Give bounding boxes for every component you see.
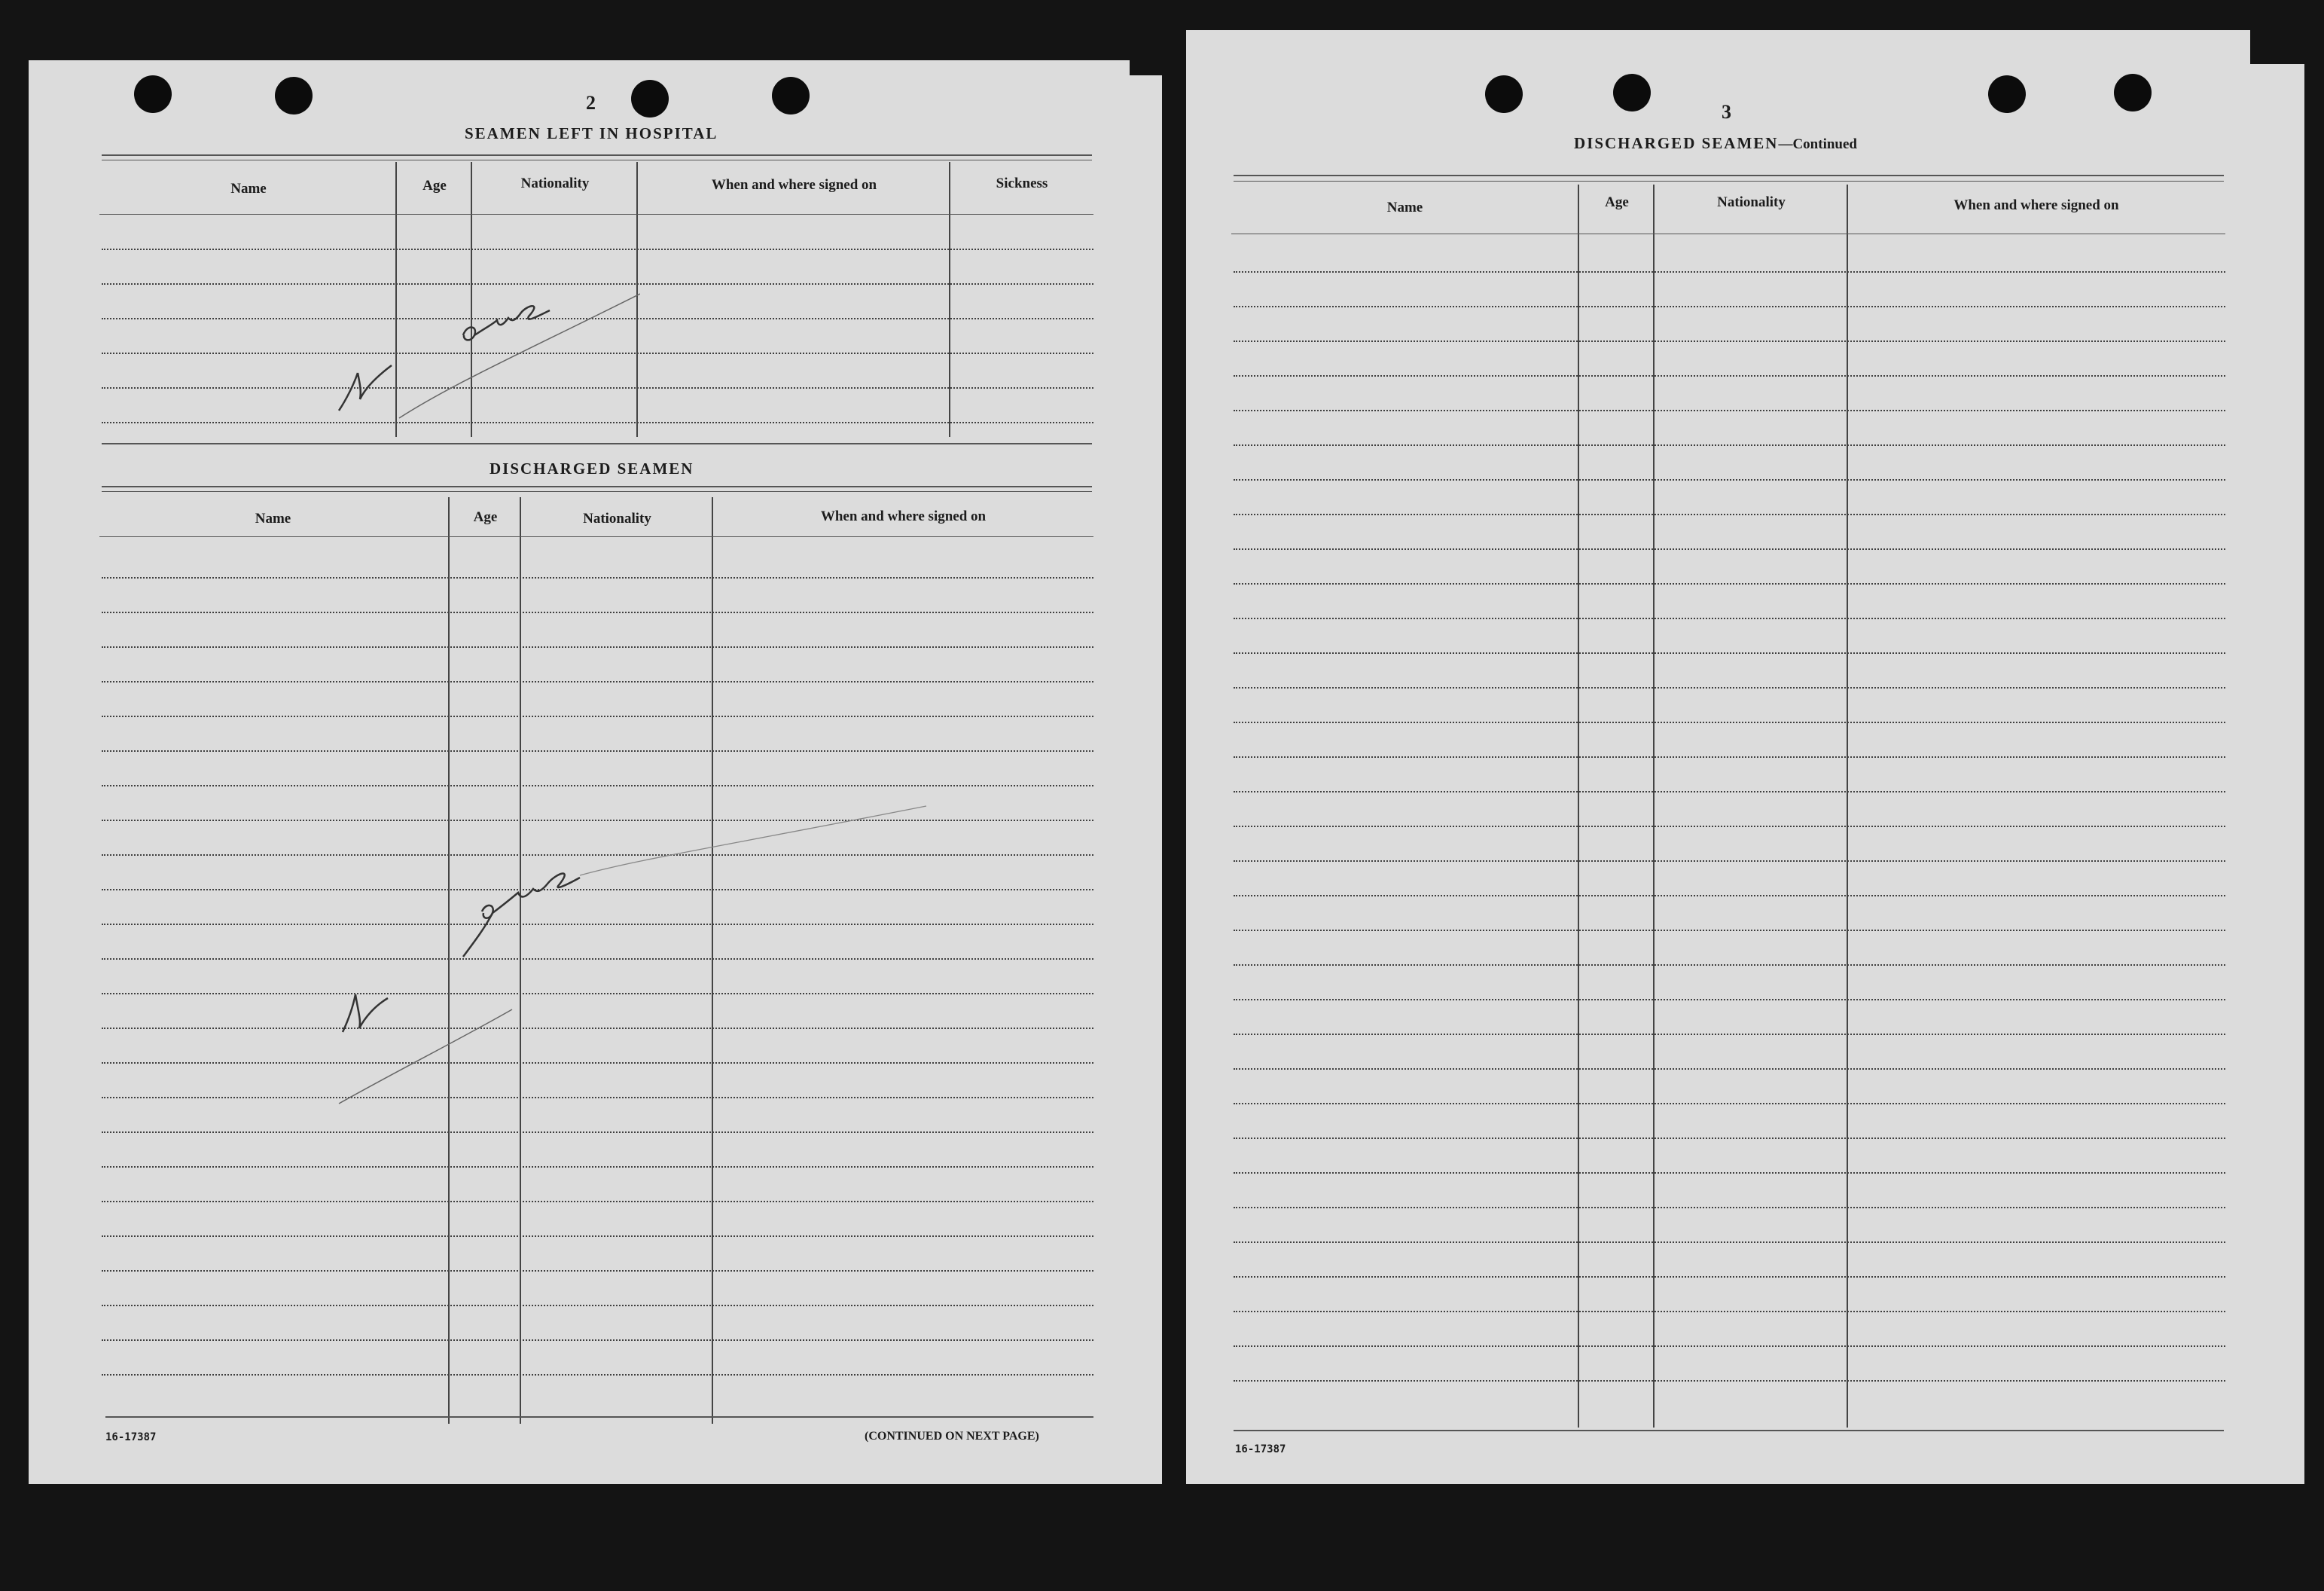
column-divider <box>395 162 397 437</box>
table-row <box>102 993 1093 994</box>
table-row <box>1234 271 2225 273</box>
punch-hole <box>631 80 669 118</box>
table-row <box>1234 1276 2225 1278</box>
table-rule <box>102 491 1092 492</box>
discharged-header-age: Age <box>473 509 498 525</box>
header-underline <box>99 214 1093 215</box>
discharged-header-name: Name <box>255 511 291 527</box>
table-rule <box>102 486 1092 487</box>
table-row <box>1234 756 2225 758</box>
page-number-right: 3 <box>1722 101 1731 123</box>
table-row <box>1234 652 2225 654</box>
hospital-header-age: Age <box>422 178 447 194</box>
table-row <box>102 1339 1093 1341</box>
table-row <box>1234 618 2225 619</box>
table-row <box>1234 1311 2225 1312</box>
column-divider <box>520 497 521 1424</box>
table-row <box>1234 1172 2225 1174</box>
table-row <box>1234 583 2225 585</box>
punch-hole <box>134 75 172 113</box>
table-row <box>102 646 1093 648</box>
column-divider <box>712 497 713 1424</box>
discharged-section-title: DISCHARGED SEAMEN <box>490 460 694 478</box>
punch-hole <box>1988 75 2026 113</box>
continued-note: (CONTINUED ON NEXT PAGE) <box>865 1430 1039 1443</box>
punch-hole <box>1485 75 1523 113</box>
table-row <box>1234 930 2225 931</box>
column-divider <box>471 162 472 437</box>
table-row <box>102 1062 1093 1064</box>
table-rule <box>102 154 1092 156</box>
table-row <box>102 854 1093 856</box>
table-row <box>102 889 1093 890</box>
discharged-header-nationality: Nationality <box>583 511 651 527</box>
right-header-nationality: Nationality <box>1717 194 1786 210</box>
form-number-left: 16-17387 <box>105 1431 157 1443</box>
column-divider <box>949 162 950 437</box>
table-row <box>1234 999 2225 1000</box>
table-row <box>1234 444 2225 446</box>
table-row <box>1234 895 2225 896</box>
right-header-age: Age <box>1605 194 1629 210</box>
title-suffix: —Continued <box>1778 136 1857 152</box>
table-row <box>102 318 1093 319</box>
table-row <box>1234 791 2225 792</box>
table-row <box>1234 860 2225 862</box>
table-row <box>102 1374 1093 1376</box>
table-row <box>1234 1241 2225 1243</box>
table-row <box>102 422 1093 423</box>
table-row <box>1234 1380 2225 1382</box>
page-tear <box>1130 45 1167 75</box>
table-rule <box>102 443 1092 444</box>
table-row <box>102 1201 1093 1202</box>
punch-hole <box>2114 74 2152 111</box>
column-divider <box>636 162 638 437</box>
discharged-continued-title <box>1574 134 1857 153</box>
header-underline <box>99 536 1093 537</box>
punch-hole <box>1613 74 1651 111</box>
table-row <box>1234 964 2225 966</box>
hospital-section-title: SEAMEN LEFT IN HOSPITAL <box>465 124 718 142</box>
table-row <box>1234 514 2225 515</box>
table-row <box>102 1235 1093 1237</box>
table-row <box>102 612 1093 613</box>
table-rule <box>105 1416 1093 1418</box>
table-row <box>102 924 1093 925</box>
table-row <box>102 820 1093 821</box>
table-row <box>102 1028 1093 1029</box>
table-row <box>102 681 1093 683</box>
table-row <box>102 249 1093 250</box>
table-row <box>1234 1103 2225 1104</box>
discharged-header-signed-on: When and where signed on <box>820 508 987 524</box>
table-row <box>102 1305 1093 1306</box>
page-number-left: 2 <box>586 92 596 114</box>
table-rule <box>1234 181 2224 182</box>
table-row <box>102 283 1093 285</box>
table-row <box>1234 1034 2225 1035</box>
table-row <box>102 387 1093 389</box>
punch-hole <box>772 77 810 115</box>
table-rule <box>1234 175 2224 176</box>
table-row <box>1234 479 2225 481</box>
table-row <box>1234 826 2225 827</box>
table-row <box>102 353 1093 354</box>
table-row <box>1234 1207 2225 1208</box>
table-row <box>1234 1138 2225 1139</box>
table-row <box>102 1166 1093 1168</box>
table-row <box>102 1097 1093 1098</box>
hospital-header-nationality: Nationality <box>520 176 590 191</box>
hospital-header-name: Name <box>230 181 267 197</box>
form-number-right: 16-17387 <box>1235 1443 1286 1455</box>
right-header-name: Name <box>1386 200 1423 215</box>
table-row <box>1234 306 2225 307</box>
table-row <box>1234 548 2225 550</box>
table-row <box>102 750 1093 752</box>
title-main: DISCHARGED SEAMEN <box>1574 134 1779 152</box>
table-row <box>1234 410 2225 411</box>
hospital-header-signed-on: When and where signed on <box>711 177 877 193</box>
right-header-signed-on: When and where signed on <box>1953 197 2119 213</box>
table-row <box>102 1270 1093 1272</box>
table-rule <box>1234 1430 2224 1431</box>
column-divider <box>448 497 450 1424</box>
table-row <box>1234 687 2225 689</box>
table-row <box>1234 722 2225 723</box>
punch-hole <box>275 77 313 115</box>
hospital-header-sickness: Sickness <box>996 176 1048 191</box>
table-row <box>102 785 1093 786</box>
table-row <box>1234 1068 2225 1070</box>
table-row <box>1234 1345 2225 1347</box>
page-tear <box>2250 30 2304 64</box>
table-row <box>102 958 1093 960</box>
table-row <box>1234 375 2225 377</box>
table-row <box>102 716 1093 717</box>
table-row <box>102 577 1093 579</box>
table-row <box>102 1131 1093 1133</box>
table-row <box>1234 340 2225 342</box>
